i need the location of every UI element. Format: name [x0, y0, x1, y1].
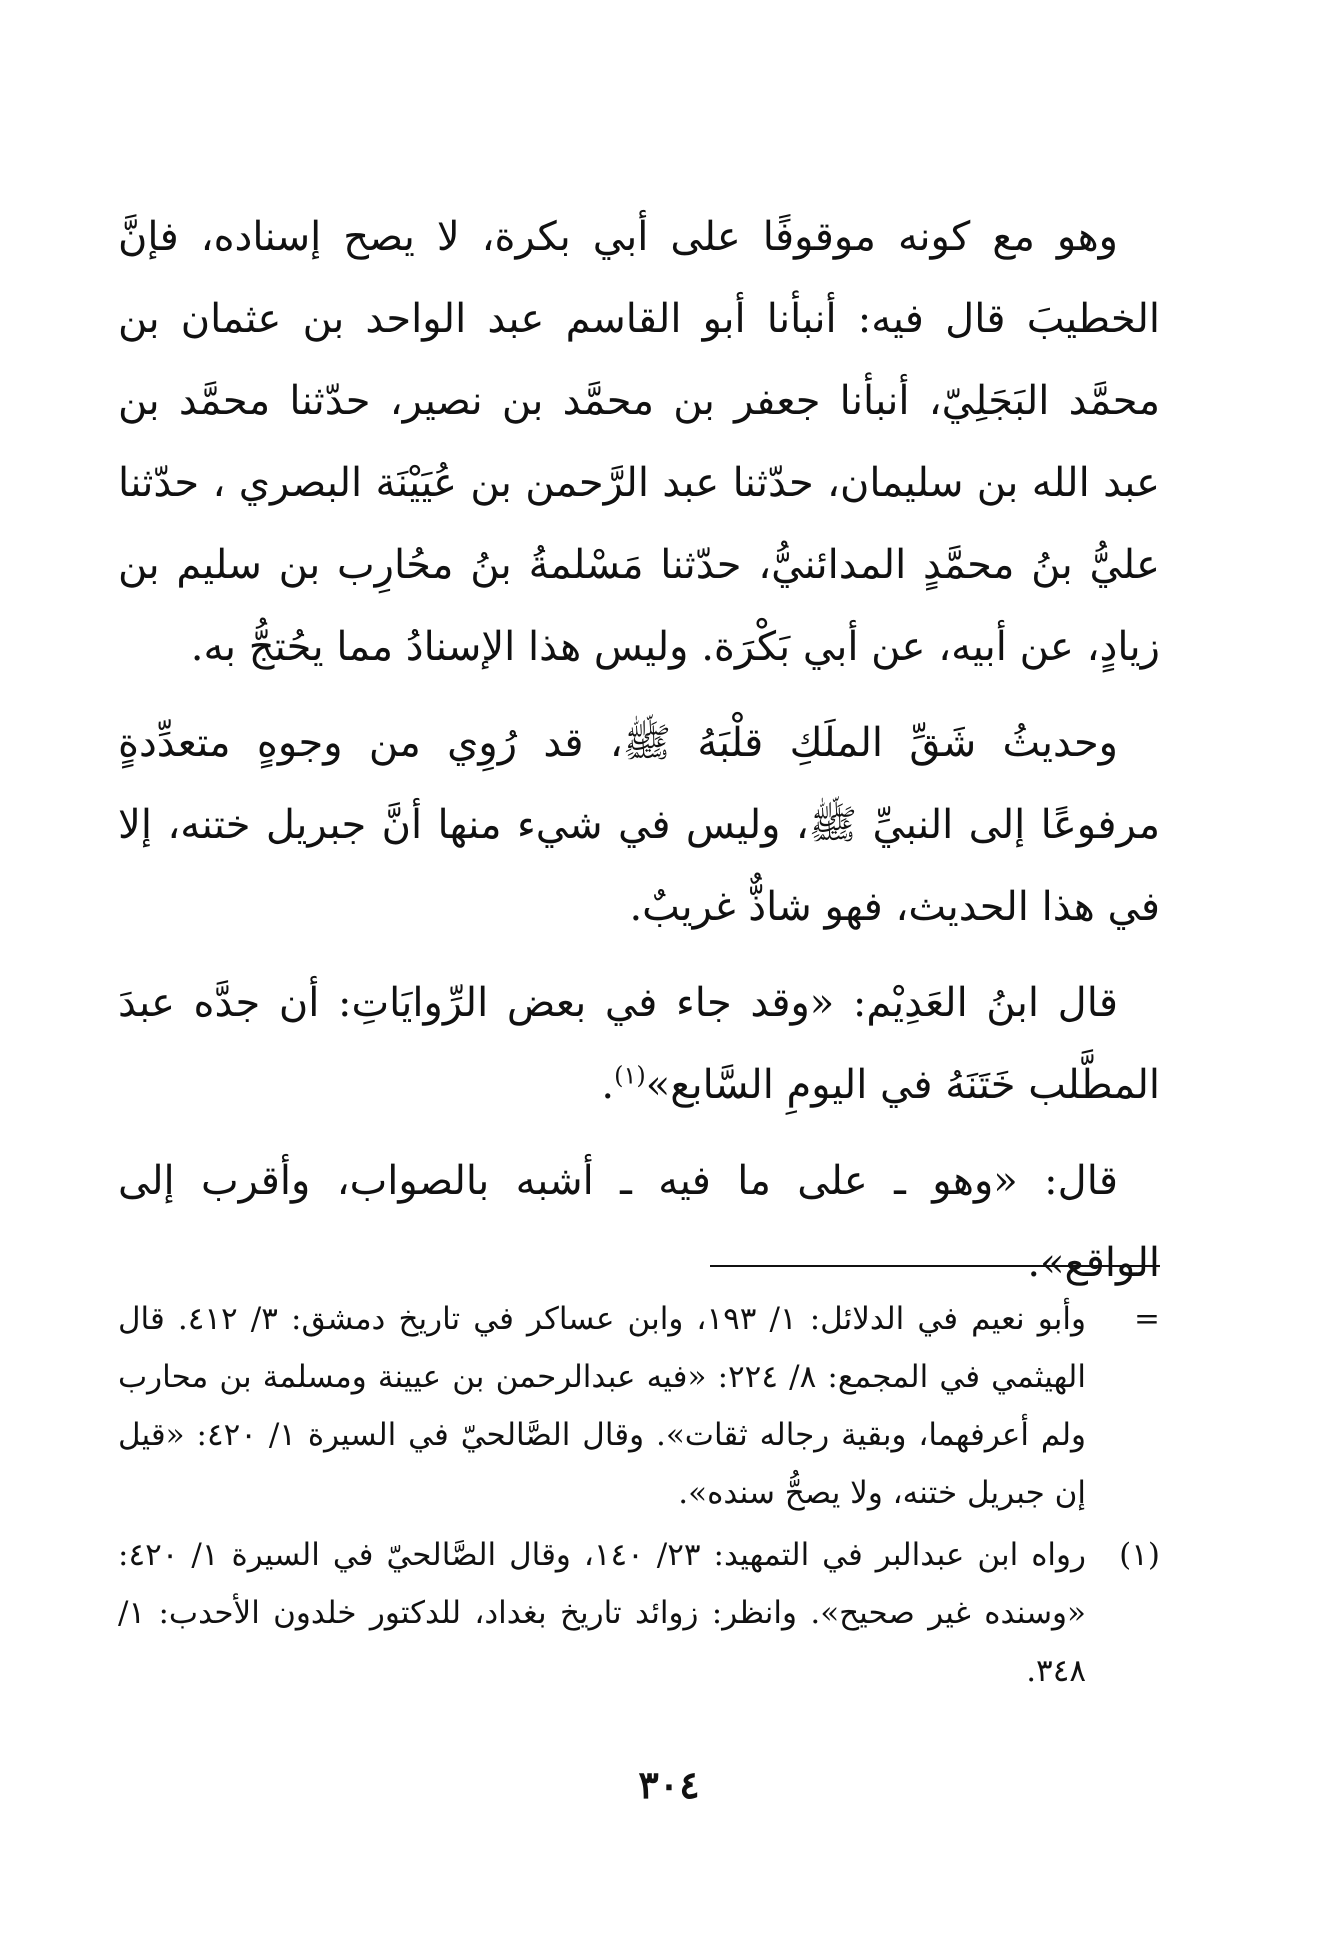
- paragraph-hadith: وحديثُ شَقِّ الملَكِ قلْبَهُ ﷺ، قد رُوِي من وجوهٍ متعدِّدةٍ مرفوعًا إلى النبيِّ ﷺ، وليس في شيء منها أنَّ جبريل ختنه، إلا في هذا الحديث، فهو شاذٌّ غريبٌ.: [118, 720, 1160, 930]
- quote-end: .: [601, 1062, 615, 1108]
- footnote-continued: [118, 1290, 1160, 1522]
- page-number: ٣٠٤: [638, 1762, 700, 1807]
- footnote-marker: =: [1134, 1301, 1160, 1337]
- paragraph-isnad: وهو مع كونه موقوفًا على أبي بكرة، لا يصح إسناده، فإنَّ الخطيبَ قال فيه: أنبأنا أبو القاسم عبد الواحد بن عثمان بن محمَّد البَجَلِيّ، أنبأنا جعفر بن محمَّد بن نصير، حدّثنا محمَّد بن عبد الله بن سليمان، حدّثنا عبد الرَّحمن بن عُيَيْنَة البصري ، حدّثنا عليُّ بنُ محمَّدٍ المدائنيُّ، حدّثنا مَسْلمةُ بنُ محُارِب بن سليم بن زيادٍ، عن أبيه، عن أبي بَكْرَة. وليس هذا الإسنادُ مما يحُتجُّ به.: [118, 214, 1161, 670]
- footnote-marker: (١): [1119, 1537, 1160, 1573]
- paragraph-closing: قال: «وهو ـ على ما فيه ـ أشبه بالصواب، وأقرب إلى الواقع».: [118, 1158, 1160, 1286]
- footnote-text: رواه ابن عبدالبر في التمهيد: ٢٣/ ١٤٠، وقال الصَّالحيّ في السيرة ١/ ٤٢٠: «وسنده غير صحيح». وانظر: زوائد تاريخ بغداد، للدكتور خلدون الأحدب: ١/ ٣٤٨.: [118, 1537, 1086, 1689]
- main-text: [118, 196, 1160, 1318]
- footnote-divider: [710, 1265, 1160, 1267]
- footnote-text: وأبو نعيم في الدلائل: ١/ ١٩٣، وابن عساكر في تاريخ دمشق: ٣/ ٤١٢. قال الهيثمي في المجمع: ٨/ ٢٢٤: «فيه عبدالرحمن بن عيينة ومسلمة بن محارب ولم أعرفهما، وبقية رجاله ثقات». وقال الصَّالحيّ في السيرة ١/ ٤٢٠: «قيل إن جبريل ختنه، ولا يصحُّ سنده».: [118, 1301, 1086, 1511]
- footnotes-section: [118, 1290, 1160, 1704]
- footnote-1: [118, 1526, 1160, 1700]
- footnote-reference: (١): [614, 1061, 646, 1090]
- paragraph-quote: [118, 962, 1160, 1126]
- quote-text: قال ابنُ العَدِيْم: «وقد جاء في بعض الرِّوايَاتِ: أن جدَّه عبدَ المطَّلب خَتَنَهُ في اليومِ السَّابع»: [118, 980, 1160, 1108]
